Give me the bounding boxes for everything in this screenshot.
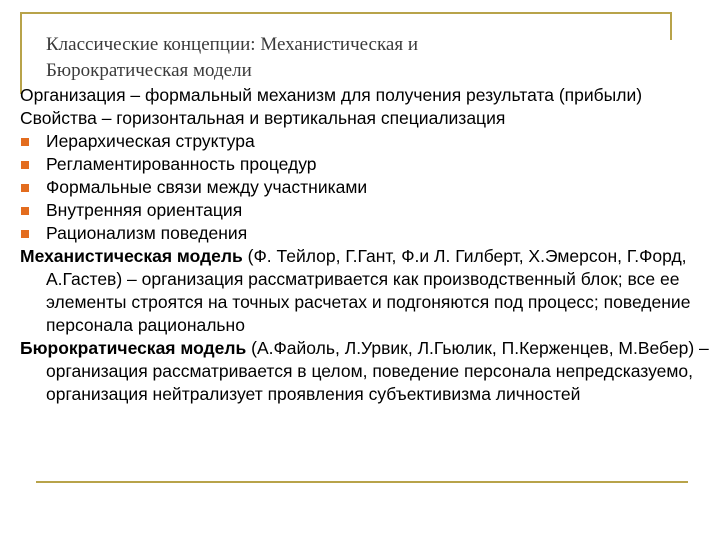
mechanistic-model-paragraph — [20, 245, 710, 337]
bureaucratic-model-text: (А.Файоль, Л.Урвик, Л.Гьюлик, П.Керженцев, М.Вебер) – организация рассматривается в целом, поведение персонала непредсказуемо, организация нейтрализует проявления субъективизма личностей — [46, 338, 709, 404]
square-bullet-icon — [21, 207, 29, 215]
properties-line: Свойства – горизонтальная и вертикальная специализация — [20, 108, 506, 128]
mechanistic-model-text: (Ф. Тейлор, Г.Гант, Ф.и Л. Гилберт, Х.Эмерсон, Г.Форд, А.Гастев) – организация рассматривается как производственный блок; все ее элементы строятся на точных расчетах и подгоняются под процесс; поведение персонала рационально — [46, 246, 691, 335]
list-item: Регламентированность процедур — [20, 153, 710, 176]
bureaucratic-model-term: Бюрократическая модель — [20, 338, 247, 358]
top-decor-line — [20, 12, 672, 14]
square-bullet-icon — [21, 161, 29, 169]
slide-body — [20, 84, 710, 406]
list-item: Рационализм поведения — [20, 222, 710, 245]
list-item: Формальные связи между участниками — [20, 176, 710, 199]
list-item: Внутренняя ориентация — [20, 199, 710, 222]
left-decor-line — [20, 12, 22, 94]
square-bullet-icon — [21, 230, 29, 238]
list-item: Иерархическая структура — [20, 130, 710, 153]
title-line-2: Бюрократическая модели — [46, 60, 252, 81]
square-bullet-icon — [21, 138, 29, 146]
mechanistic-model-term: Механистическая модель — [20, 246, 243, 266]
title-line-1: Классические концепции: Механистическая и — [46, 34, 419, 55]
bureaucratic-model-paragraph — [20, 337, 710, 406]
square-bullet-icon — [21, 184, 29, 192]
right-decor-line — [670, 12, 672, 40]
slide-title — [46, 32, 666, 84]
bottom-decor-line — [36, 481, 688, 483]
organization-definition: Организация – формальный механизм для получения результата (прибыли) — [20, 85, 643, 105]
